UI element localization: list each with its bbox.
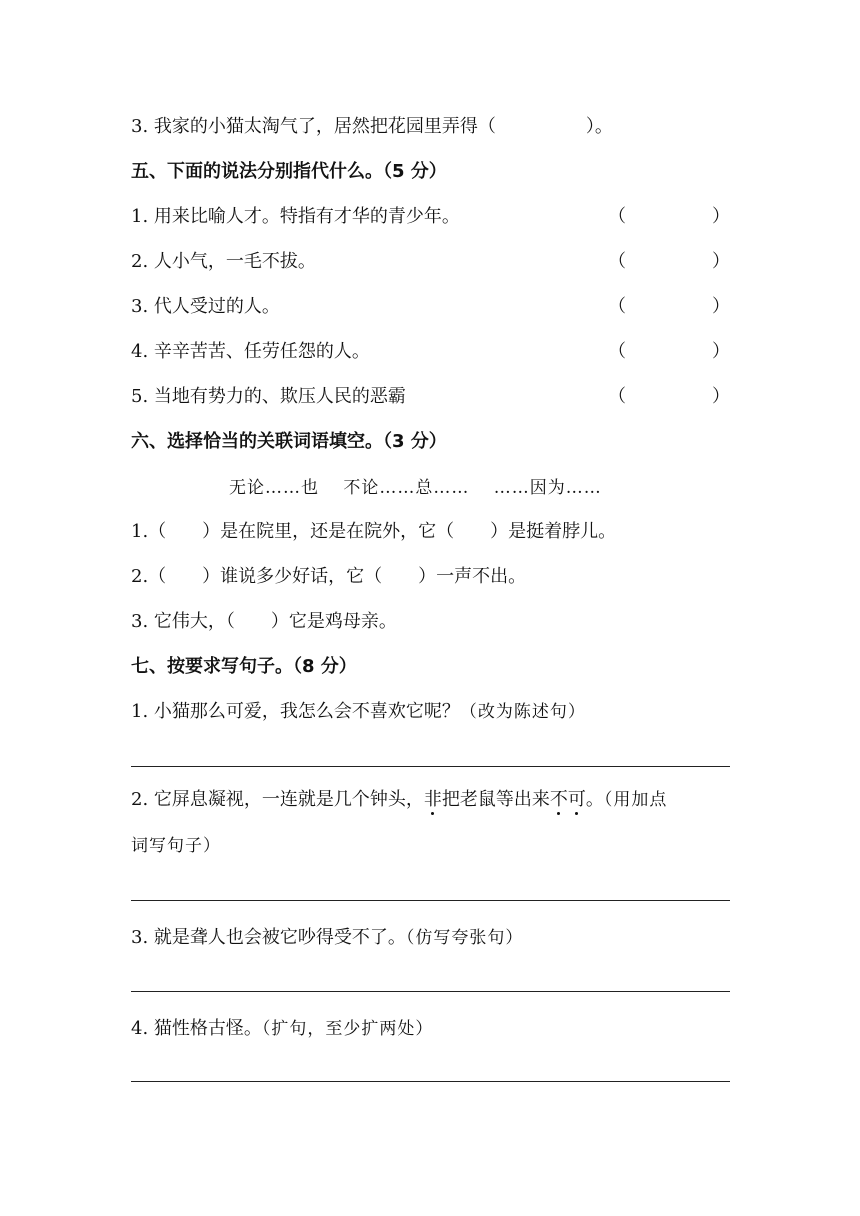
s6-item-1: 1.（ ）是在院里，还是在院外，它（ ）是挺着脖儿。 bbox=[131, 521, 617, 542]
s7-item-4 bbox=[131, 1017, 433, 1041]
section-7-title: 七、按要求写句子。（8 分） bbox=[131, 656, 357, 677]
section-5-title: 五、下面的说法分别指代什么。（5 分） bbox=[131, 161, 447, 182]
s7-item-2-middle: 把老鼠等出来 bbox=[441, 789, 550, 810]
answer-line-1 bbox=[131, 766, 730, 767]
s7-item-3-instruction: （仿写夸张句） bbox=[405, 928, 524, 948]
s5-item-3: 3. 代人受过的人。 bbox=[131, 296, 280, 317]
q4-item-3: 3. 我家的小猫太淘气了，居然把花园里弄得（ ）。 bbox=[131, 116, 613, 137]
conjunction-options: 无论……也 不论……总…… ……因为…… bbox=[229, 478, 602, 498]
answer-line-3 bbox=[131, 991, 730, 992]
dotted-char-3: 可 bbox=[567, 789, 586, 810]
answer-open-paren: （ bbox=[608, 251, 626, 272]
s6-item-3: 3. 它伟大，（ ）它是鸡母亲。 bbox=[131, 611, 397, 632]
s5-item-5: 5. 当地有势力的、欺压人民的恶霸 bbox=[131, 386, 406, 407]
s7-item-4-instruction: （扩句，至少扩两处） bbox=[261, 1019, 434, 1039]
dotted-char-2: 不 bbox=[549, 789, 568, 810]
s7-item-2-instruction-b: 词写句子） bbox=[131, 836, 221, 856]
s7-item-2-instruction-a: （用加点 bbox=[603, 790, 668, 810]
s6-item-2: 2.（ ）谁说多少好话，它（ ）一声不出。 bbox=[131, 566, 527, 587]
s7-item-1-instruction: （改为陈述句） bbox=[459, 702, 586, 722]
answer-close-paren: ） bbox=[712, 206, 730, 227]
answer-close-paren: ） bbox=[712, 296, 730, 317]
answer-close-paren: ） bbox=[712, 251, 730, 272]
answer-close-paren: ） bbox=[712, 386, 730, 407]
answer-open-paren: （ bbox=[608, 206, 626, 227]
s5-item-4: 4. 辛辛苦苦、任劳任怨的人。 bbox=[131, 341, 370, 362]
dotted-char-1: 非 bbox=[423, 789, 442, 810]
s5-item-1: 1. 用来比喻人才。特指有才华的青少年。 bbox=[131, 206, 460, 227]
answer-open-paren: （ bbox=[608, 386, 626, 407]
answer-open-paren: （ bbox=[608, 341, 626, 362]
s5-item-2: 2. 人小气，一毛不拔。 bbox=[131, 251, 316, 272]
answer-line-4 bbox=[131, 1081, 730, 1082]
answer-close-paren: ） bbox=[712, 341, 730, 362]
s7-item-4-text: 4. 猫性格古怪。 bbox=[131, 1018, 262, 1039]
s7-item-2-prefix: 2. 它屏息凝视，一连就是几个钟头， bbox=[131, 789, 424, 810]
answer-open-paren: （ bbox=[608, 296, 626, 317]
s7-item-1-text: 1. 小猫那么可爱，我怎么会不喜欢它呢？ bbox=[131, 701, 460, 722]
answer-line-2 bbox=[131, 900, 730, 901]
s7-item-2-suffix: 。 bbox=[585, 789, 604, 810]
s7-item-3-text: 3. 就是聋人也会被它吵得受不了。 bbox=[131, 927, 406, 948]
s7-item-1 bbox=[131, 700, 586, 724]
section-6-title: 六、选择恰当的关联词语填空。（3 分） bbox=[131, 431, 447, 452]
s7-item-3 bbox=[131, 926, 523, 950]
s7-item-2 bbox=[131, 788, 667, 812]
